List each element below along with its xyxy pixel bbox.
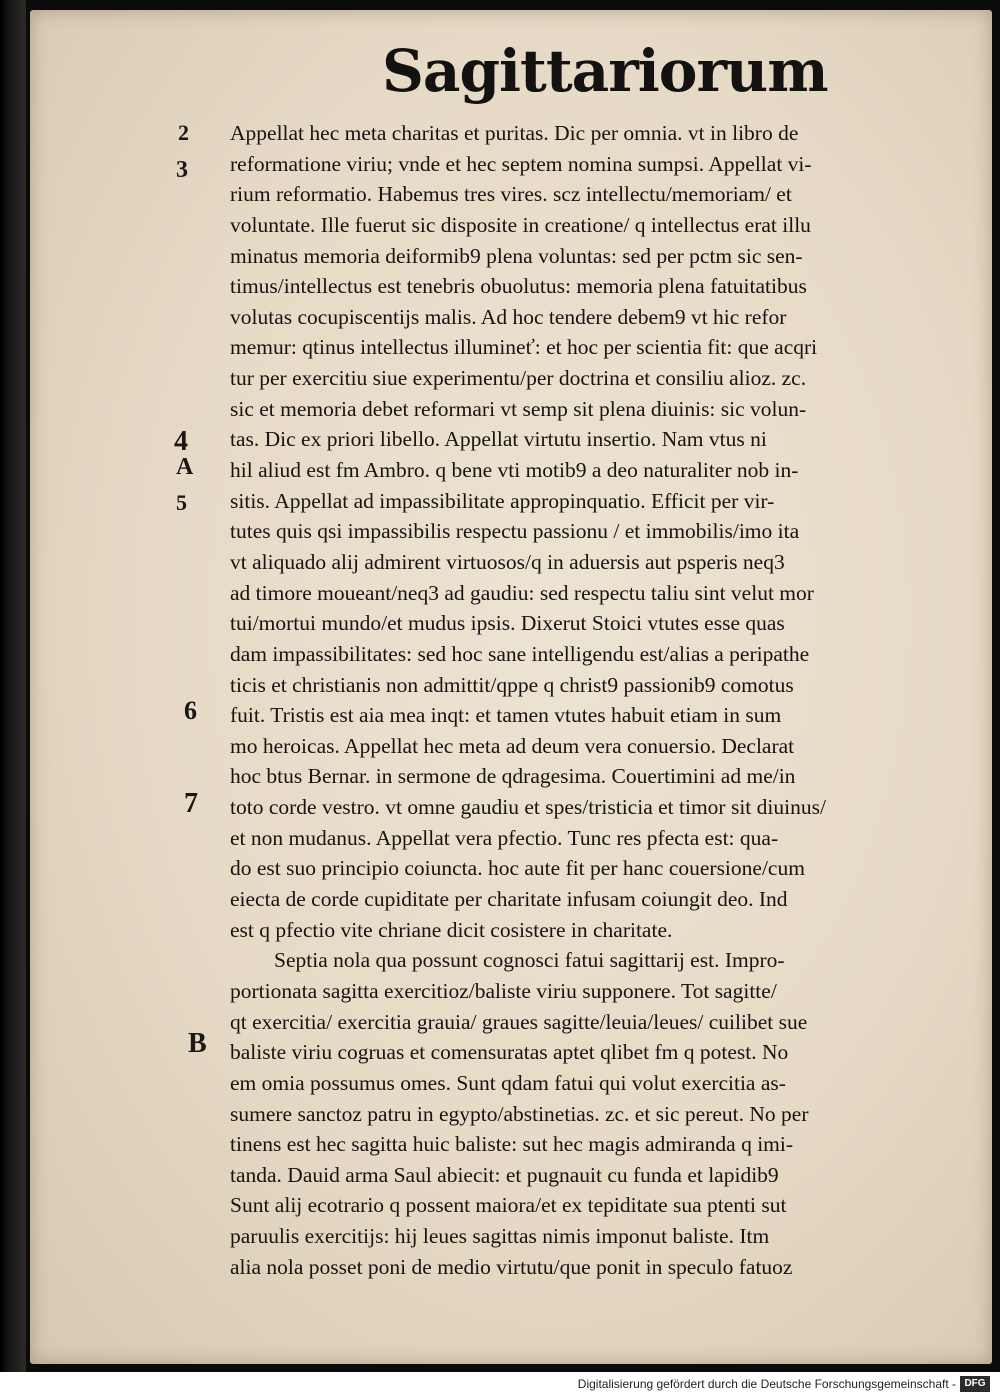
text-line: dam impassibilitates: sed hoc sane intelligendu est/alias a peripathe [230, 641, 810, 666]
book-edge [0, 0, 26, 1372]
text-line: portionata sagitta exercitioz/baliste viriu supponere. Tot sagitte/ [230, 978, 777, 1003]
text-line: sitis. Appellat ad impassibilitate appropinquatio. Efficit per vir- [230, 488, 775, 513]
text-line: minatus memoria deiformib9 plena voluntas: sed per pctm sic sen- [230, 243, 803, 268]
text-line: baliste viriu cogruas et comensuratas aptet qlibet fm q potest. No [230, 1040, 789, 1065]
text-line-paragraph-start: Septia nola qua possunt cognosci fatui sagittarij est. Impro- [274, 948, 785, 973]
margin-mark: 5 [176, 490, 187, 515]
text-line: Appellat hec meta charitas et puritas. Dic per omnia. vt in libro de [230, 121, 799, 145]
text-line: ad timore moueant/neq3 ad gaudiu: sed respectu taliu sint velut mor [230, 580, 814, 605]
margin-mark: 2 [178, 120, 189, 145]
text-line: tinens est hec sagitta huic baliste: sut hec magis admiranda q imi- [230, 1132, 794, 1157]
text-line: alia nola posset poni de medio virtutu/que ponit in speculo fatuoz [230, 1254, 793, 1279]
text-line: qt exercitia/ exercitia grauia/ graues sagitte/leuia/leues/ cuilibet sue [230, 1009, 808, 1034]
text-line: hil aliud est fm Ambro. q bene vti motib9 a deo naturaliter nob in- [230, 458, 799, 483]
dfg-logo: DFG [960, 1376, 990, 1392]
text-line: sumere sanctoz patru in egypto/abstinetias. zc. et sic pereut. No per [230, 1101, 809, 1126]
footer-credit: Digitalisierung gefördert durch die Deutsche Forschungsgemeinschaft - [577, 1377, 956, 1391]
book-page [30, 10, 992, 1364]
text-line: toto corde vestro. vt omne gaudiu et spes/tristicia et timor sit diuinus/ [230, 795, 826, 820]
text-line: eiecta de corde cupiditate per charitate infusam coiungit deo. Ind [230, 887, 788, 912]
text-line: fuit. Tristis est aia mea inqt: et tamen vtutes habuit etiam in sum [230, 703, 782, 728]
text-line: ticis et christianis non admittit/qppe q christ9 passionib9 comotus [230, 672, 794, 697]
text-line: memur: qtinus intellectus illumineť: et hoc per scientia fit: que acqri [230, 335, 818, 360]
text-line: et non mudanus. Appellat vera pfectio. Tunc res pfecta est: qua- [230, 825, 779, 850]
footer-bar [0, 1372, 1000, 1397]
text-line: tui/mortui mundo/et mudus ipsis. Dixerut Stoici vtutes esse quas [230, 611, 785, 636]
text-line: em omia possumus omes. Sunt qdam fatui qui volut exercitia as- [230, 1070, 786, 1095]
text-line: paruulis exercitijs: hij leues sagittas nimis imponut baliste. Itm [230, 1224, 770, 1249]
text-line: hoc btus Bernar. in sermone de qdragesima. Couertimini ad me/in [230, 764, 796, 789]
text-line: sic et memoria debet reformari vt semp sit plena diuinis: sic volun- [230, 396, 807, 421]
page-title: Sagittariorum [382, 37, 828, 105]
margin-mark: A [176, 454, 194, 480]
body-text [230, 118, 980, 1282]
margin-mark: 4 [174, 426, 188, 457]
text-line: timus/intellectus est tenebris obuolutus: memoria plena fatuitatibus [230, 274, 807, 299]
text-line: Sunt alij ecotrario q possent maiora/et ex tepiditate sua ptenti sut [230, 1193, 787, 1218]
margin-mark: 3 [176, 157, 188, 183]
text-line: vt aliquado alij admirent virtuosos/q in aduersis aut psperis neq3 [230, 549, 785, 574]
text-line: voluntate. Ille fuerut sic disposite in creatione/ q intellectus erat illu [230, 212, 811, 237]
text-line: mo heroicas. Appellat hec meta ad deum vera conuersio. Declarat [230, 733, 795, 758]
text-line: volutas cocupiscentijs malis. Ad hoc tendere debem9 vt hic refor [230, 304, 787, 329]
text-line: do est suo principio coiuncta. hoc aute fit per hanc couersione/cum [230, 856, 805, 881]
text-line: tur per exercitiu siue experimentu/per doctrina et consiliu alioz. zc. [230, 366, 807, 391]
text-line: tutes quis qsi impassibilis respectu passionu / et immobilis/imo ita [230, 519, 800, 544]
text-line: tanda. Dauid arma Saul abiecit: et pugnauit cu funda et lapidib9 [230, 1162, 779, 1187]
text-line: rium reformatio. Habemus tres vires. scz intellectu/memoriam/ et [230, 182, 792, 207]
text-line: est q pfectio vite chriane dicit cosistere in charitate. [230, 917, 673, 942]
text-line: tas. Dic ex priori libello. Appellat virtutu insertio. Nam vtus ni [230, 427, 767, 452]
margin-mark: 7 [184, 788, 198, 819]
margin-mark: 6 [184, 696, 197, 725]
text-line: reformatione viriu; vnde et hec septem nomina sumpsi. Appellat vi- [230, 151, 812, 176]
margin-mark: B [188, 1028, 207, 1059]
